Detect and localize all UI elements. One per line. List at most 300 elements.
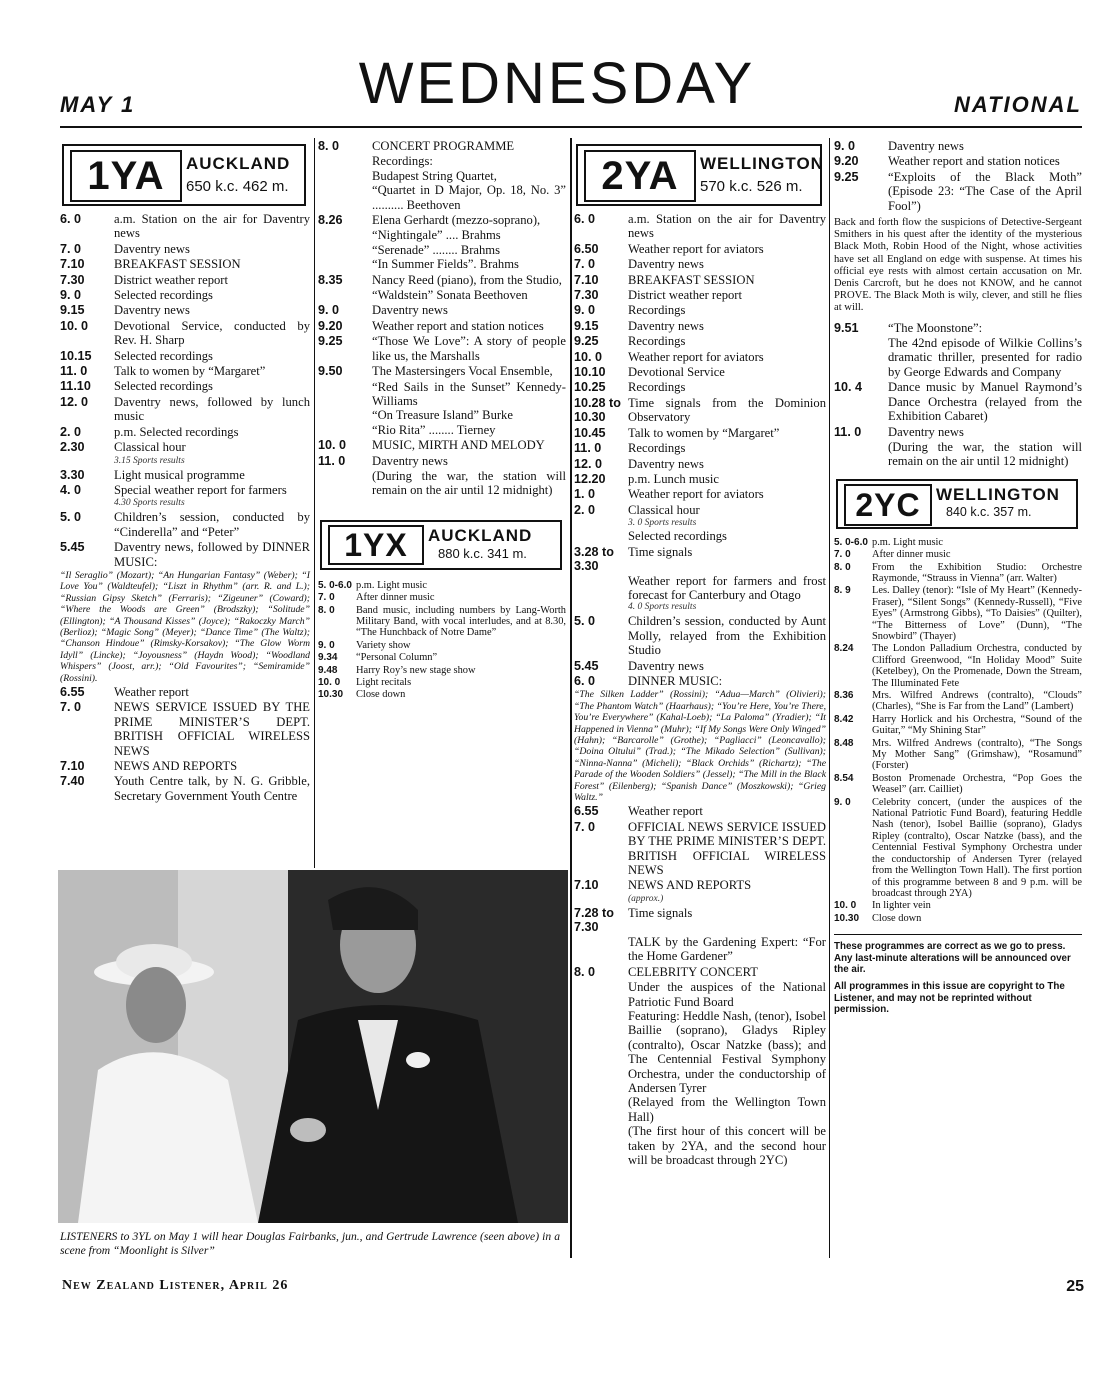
- programme-entry: [834, 900, 1082, 911]
- programme-note: 3. 0 Sports results: [628, 518, 697, 529]
- programme-title: Close down: [356, 689, 406, 701]
- programme-entry: [574, 457, 826, 471]
- programme-entry: [834, 170, 1082, 213]
- dinner-music-list-2ya: “The Silken Ladder” (Rossini); “Adua—March” (Olivieri); “The Phantom Watch” (Haarhaus); “You’re Here, You’re There, You’re Everywhere” (Kahal-Loeb); “La Paloma” (Yradier); “It Happened in Vienna” (Muhr); “If My Songs Were Only Winged” (Hahn); “Barcarolle” (Grothe); “Pagliacci” (Leoncavallo); “Doina Oltului” (Trad.); “The Mikado Selection” (Sullivan); “Ninna-Nanna” (Micheli); “Black Orchids” (Richartz); “The Parade of the Wooden Soldiers” (Jessel); “The Mill in the Black Forest” (Eilenberg); “Spanish Dance” (Moszkowski); “Grieg Waltz.”: [574, 689, 826, 804]
- programme-entry: [574, 614, 826, 657]
- programme-detail: “Serenade” ........ Brahms: [372, 242, 500, 257]
- programme-time: 12. 0: [574, 456, 603, 471]
- programme-time: 3.30: [60, 467, 85, 482]
- station-frequency: 840 k.c. 357 m.: [946, 504, 1032, 519]
- programme-time: 10.25: [574, 380, 606, 395]
- programme-title: p.m. Light music: [872, 536, 943, 548]
- programme-detail: “Waldstein” Sonata Beethoven: [372, 288, 528, 303]
- programme-time: 10.28 to 10.30: [574, 395, 621, 424]
- schedule-list-2ya-evening: [574, 804, 826, 1167]
- programme-time: 9. 0: [834, 139, 856, 153]
- programme-title: “Those We Love”: A story of people like us, the Marshalls: [372, 334, 566, 363]
- programme-detail: “In Summer Fields”. Brahms: [372, 257, 519, 272]
- programme-title: Mrs. Wilfred Andrews (contralto), “The Songs My Mother Sang” (Grimshaw), “Rosamund” (Forster): [872, 737, 1082, 772]
- programme-time: 9.48: [318, 664, 338, 676]
- programme-entry: [834, 139, 1082, 153]
- programme-title: District weather report: [628, 288, 742, 303]
- programme-time: 5. 0: [60, 510, 82, 525]
- programme-title: NEWS AND REPORTS: [114, 759, 238, 774]
- programme-entry: [318, 364, 566, 378]
- programme-entry: [318, 580, 566, 591]
- header-day: WEDNESDAY: [358, 51, 756, 116]
- programme-time: 8.24: [834, 643, 854, 655]
- station-city: AUCKLAND: [186, 154, 291, 173]
- programme-note: (approx.): [628, 893, 664, 904]
- programme-title: Time signals from the Dominion Observatory: [628, 395, 826, 425]
- programme-time: 8.26: [318, 213, 343, 228]
- programme-time: 10. 0: [318, 438, 347, 453]
- programme-time: 10. 0: [60, 318, 89, 333]
- programme-time: 7.30: [60, 272, 85, 287]
- programme-time: 8.42: [834, 713, 854, 725]
- programme-entry: [574, 674, 826, 688]
- station-city: WELLINGTON: [936, 484, 1060, 504]
- programme-entry: [60, 540, 310, 569]
- programme-time: 9.51: [834, 320, 859, 335]
- programme-entry: [574, 820, 826, 878]
- programme-entry: [834, 585, 1082, 642]
- programme-time: 9.20: [318, 318, 343, 333]
- programme-entry: [834, 380, 1082, 423]
- programme-title: MUSIC, MIRTH AND MELODY: [372, 438, 545, 453]
- programme-time: 5. 0-6.0: [318, 579, 352, 591]
- programme-time: 9. 0: [60, 288, 82, 303]
- programme-entry: [834, 537, 1082, 548]
- programme-time: 8. 0: [834, 561, 851, 573]
- column-2ya: [574, 138, 826, 1167]
- programme-time: 8. 0: [318, 139, 340, 153]
- programme-title: a.m. Station on the air for Daventry news: [114, 212, 310, 241]
- programme-entry: [60, 288, 310, 302]
- programme-time: 9.15: [574, 318, 599, 333]
- programme-entry: [574, 350, 826, 364]
- programme-note: 4.30 Sports results: [114, 498, 185, 509]
- programme-detail: The 42nd episode of Wilkie Collins’s dramatic thriller, presented for radio by George Edwards and Company: [888, 336, 1082, 379]
- programme-entry: [574, 212, 826, 241]
- programme-time: 10. 0: [318, 677, 341, 688]
- programme-entry: [574, 906, 826, 934]
- programme-entry: [318, 605, 566, 639]
- footer-publication: New Zealand Listener, April 26: [62, 1278, 289, 1293]
- programme-entry: [574, 426, 826, 440]
- programme-title: Recordings: [628, 334, 686, 349]
- programme-title: Weather report for aviators: [628, 241, 764, 256]
- programme-detail: Budapest String Quartet,: [372, 168, 497, 183]
- programme-entry: [574, 472, 826, 486]
- programme-time: 11. 0: [60, 364, 88, 379]
- programme-entry: [318, 334, 566, 363]
- programme-time: 8.35: [318, 272, 343, 287]
- programme-entry: [318, 689, 566, 700]
- programme-time: 8. 0: [574, 964, 596, 979]
- programme-time: 5.45: [574, 658, 599, 673]
- programme-title: NEWS AND REPORTS: [628, 878, 752, 893]
- programme-entry: [574, 242, 826, 256]
- programme-time: 8. 9: [834, 585, 851, 597]
- programme-entry: [60, 212, 310, 241]
- header-network: NATIONAL: [953, 92, 1082, 117]
- programme-time: 10. 4: [834, 380, 863, 395]
- programme-time: 9. 0: [574, 303, 596, 318]
- programme-title: Les. Dalley (tenor): “Isle of My Heart” (Kennedy-Fraser), “Silent Songs” (Kennedy-Russell), “Five Eyes” (Armstrong Gibbs), “To Daisies” (Quilter), “The Bitterness of Love” (Dunn), “The Snowbird” (Thayer): [872, 585, 1082, 642]
- programme-title: CONCERT PROGRAMME: [372, 139, 515, 153]
- programme-title: Weather report: [628, 804, 703, 819]
- programme-title: Daventry news: [628, 658, 704, 673]
- programme-time: 10. 0: [574, 349, 603, 364]
- programme-title: p.m. Selected recordings: [114, 424, 239, 439]
- programme-title: Weather report and station notices: [888, 154, 1060, 169]
- programme-title: Selected recordings: [114, 379, 213, 394]
- programme-time: 9.20: [834, 154, 859, 169]
- programme-title: Light musical programme: [114, 467, 245, 482]
- schedule-list-2ya-late: [834, 139, 1082, 213]
- programme-detail: (During the war, the station will remain on the air until 12 midnight): [888, 439, 1082, 469]
- programme-title: Weather report for aviators: [628, 349, 764, 364]
- programme-detail: (The first hour of this concert will be taken by 2YA, and the second hour will be broadcast through 2YC): [628, 1124, 826, 1167]
- programme-entry: [60, 242, 310, 256]
- programme-detail: (During the war, the station will remain on the air until 12 midnight): [372, 468, 566, 498]
- programme-entry: [60, 303, 310, 317]
- programme-time: 7. 0: [574, 257, 596, 272]
- programme-title: After dinner music: [356, 592, 435, 604]
- programme-time: 10.15: [60, 348, 92, 363]
- programme-time: 6. 0: [574, 673, 596, 688]
- programme-time: 10.30: [834, 912, 860, 924]
- programme-title: Harry Horlick and his Orchestra, “Sound of the Guitar,” “My Shining Star”: [872, 713, 1082, 737]
- programme-time: 8. 0: [318, 604, 335, 616]
- programme-time: 11. 0: [318, 453, 346, 468]
- header-date: MAY 1: [60, 92, 136, 117]
- programme-time: 6.55: [60, 685, 85, 699]
- programme-title: Daventry news: [114, 241, 190, 256]
- programme-title: “Personal Column”: [356, 652, 438, 664]
- schedule-list-1yx: [318, 580, 566, 701]
- programme-entry: [834, 321, 1082, 335]
- station-box-1ya: [62, 144, 306, 206]
- programme-title: NEWS SERVICE ISSUED BY THE PRIME MINISTER’S DEPT. BRITISH OFFICIAL WIRELESS NEWS: [114, 700, 310, 758]
- station-box-2ya: [576, 144, 822, 206]
- programme-entry: [574, 441, 826, 455]
- programme-entry: [318, 139, 566, 153]
- programme-time: 7.10: [60, 759, 85, 774]
- programme-entry: [60, 483, 310, 497]
- programme-time: 12. 0: [60, 394, 89, 409]
- programme-title: Celebrity concert, (under the auspices of the National Patriotic Fund Board), featuring Heddle Nash (tenor), Isobel Baillie (soprano), Gladys Ripley (contralto), Oscar Natzke (bass), and the Centennial Festival Symphony Orchestra under the conductorship of Andersen Tyrer (relayed from the Wellington Town Hall). The first portion of this programme between 8 and 9 p.m. will be broadcast through 2YA): [872, 796, 1082, 899]
- programme-time: 7.10: [60, 257, 85, 272]
- programme-entry: [60, 364, 310, 378]
- programme-entry: [834, 690, 1082, 713]
- notes-rule: [834, 934, 1082, 935]
- programme-detail: Featuring: Heddle Nash, (tenor), Isobel Baillie (soprano), Gladys Ripley (contralto), Oscar Natzke (bass); and The Centennial Festival Symphony Orchestra, under the conductorship of Andersen Tyrer: [628, 1008, 826, 1095]
- programme-title: Weather report for aviators: [628, 487, 764, 502]
- programme-time: 7.10: [574, 272, 599, 287]
- station-call-sign: 1YX: [328, 525, 424, 565]
- programme-time: 9. 0: [834, 796, 851, 808]
- programme-title: Nancy Reed (piano), from the Studio,: [372, 272, 562, 287]
- station-call-sign: 2YC: [844, 484, 932, 526]
- programme-title: Boston Promenade Orchestra, “Pop Goes the Weasel” (arr. Cailliet): [872, 772, 1082, 796]
- programme-title: Daventry news, followed by lunch music: [114, 394, 310, 424]
- programme-title: Band music, including numbers by Lang-Worth Military Band, with vocal interludes, and at 8.30, “The Hunchback of Notre Dame”: [356, 604, 566, 639]
- programme-title: BREAKFAST SESSION: [114, 257, 241, 272]
- programme-title: Devotional Service, conducted by Rev. H. Sharp: [114, 318, 310, 348]
- programme-time: 7. 0: [318, 592, 335, 604]
- programme-entry: [574, 365, 826, 379]
- programme-time: 8.36: [834, 690, 854, 701]
- programme-entry: [834, 714, 1082, 737]
- photo-illustration: [58, 870, 568, 1223]
- station-call-sign: 2YA: [584, 150, 696, 202]
- programme-title: Devotional Service: [628, 365, 725, 380]
- programme-entry: [574, 303, 826, 317]
- programme-time: 9.15: [60, 303, 85, 318]
- photo-fairbanks-lawrence: [58, 870, 568, 1223]
- programme-title: OFFICIAL NEWS SERVICE ISSUED BY THE PRIME MINISTER’S DEPT. BRITISH OFFICIAL WIRELESS NEWS: [628, 819, 826, 878]
- station-frequency: 650 k.c. 462 m.: [186, 178, 289, 195]
- programme-title: BREAKFAST SESSION: [628, 272, 755, 287]
- programme-time: 2. 0: [574, 502, 596, 517]
- programme-entry: [60, 774, 310, 803]
- page-number: 25: [1066, 1278, 1084, 1295]
- programme-time: 10.30: [318, 689, 344, 701]
- programme-detail: (Relayed from the Wellington Town Hall): [628, 1095, 826, 1124]
- programme-time: 2. 0: [60, 424, 82, 439]
- programme-detail: TALK by the Gardening Expert: “For the Home Gardener”: [628, 934, 826, 964]
- programme-title: From the Exhibition Studio: Orchestre Raymonde, “Strauss in Vienna” (arr. Walter): [872, 561, 1082, 584]
- programme-entry: [834, 154, 1082, 168]
- programme-title: District weather report: [114, 272, 228, 287]
- col-divider-3: [829, 138, 830, 1258]
- programme-title: After dinner music: [872, 549, 951, 561]
- station-box-1yx: [320, 520, 562, 570]
- programme-note: 3.15 Sports results: [114, 455, 185, 466]
- programme-title: Selected recordings: [114, 348, 213, 363]
- programme-entry: [574, 288, 826, 302]
- programme-entry: [834, 797, 1082, 900]
- programme-entry: [834, 425, 1082, 439]
- programme-title: Close down: [872, 912, 922, 924]
- programme-detail: “On Treasure Island” Burke: [372, 408, 513, 423]
- programme-time: 5.45: [60, 540, 85, 555]
- programme-entry: [574, 380, 826, 394]
- programme-entry: [574, 319, 826, 333]
- programme-time: 9.25: [574, 334, 599, 349]
- col-divider-1: [314, 138, 315, 868]
- programme-title: Daventry news: [372, 453, 448, 468]
- programme-detail: “Red Sails in the Sunset” Kennedy-Williams: [372, 379, 566, 408]
- programme-entry: [60, 510, 310, 539]
- programme-time: 4. 0: [60, 482, 82, 497]
- programme-time: 9. 0: [318, 303, 340, 318]
- schedule-list-2ya-night: [834, 321, 1082, 469]
- programme-time: 7.10: [574, 878, 599, 893]
- column-2ya-continued: [834, 138, 1082, 1016]
- programme-time: 6.55: [574, 804, 599, 819]
- black-moth-synopsis: Back and forth flow the suspicions of Detective-Sergeant Smithers in his quest after the identity of the mysterious Black Moth, Robin Hood of the Night, whose activities have set all England on edge with suspense. At times his official eye rests with almost certain accusation on Mr. Denis Carcroft, but he does not KNOW, and he cannot PROVE. The Black Moth is wily, clever, and still he flies at will.: [834, 217, 1082, 314]
- programme-detail: Selected recordings: [628, 529, 727, 544]
- programme-title: Classical hour: [628, 502, 700, 517]
- programme-entry: [574, 804, 826, 818]
- programme-detail: “Nightingale” .... Brahms: [372, 228, 501, 243]
- programme-title: Daventry news: [888, 139, 964, 153]
- station-frequency: 880 k.c. 341 m.: [438, 545, 527, 561]
- programme-entry: [574, 878, 826, 892]
- station-city: AUCKLAND: [428, 525, 533, 545]
- programme-time: 10. 0: [834, 900, 857, 912]
- programme-entry: [574, 334, 826, 348]
- programme-title: Light recitals: [356, 677, 412, 688]
- programme-entry: [574, 396, 826, 425]
- programme-title: In lighter vein: [872, 900, 931, 912]
- programme-entry: [60, 759, 310, 773]
- schedule-list-1ya-evening: [60, 685, 310, 803]
- programme-entry: [834, 913, 1082, 924]
- programme-time: 11. 0: [574, 441, 602, 456]
- programme-entry: [574, 487, 826, 501]
- programme-title: Daventry news: [372, 303, 448, 318]
- programme-entry: [318, 665, 566, 676]
- programme-title: Time signals: [628, 544, 693, 559]
- programme-time: 1. 0: [574, 487, 596, 502]
- programme-time: 7. 0: [60, 241, 82, 256]
- column-1yа: [60, 138, 310, 804]
- programme-title: Daventry news: [628, 318, 704, 333]
- programme-time: 11.10: [60, 379, 91, 394]
- programme-time: 7. 0: [574, 819, 596, 834]
- programme-entry: [318, 319, 566, 333]
- programme-entry: [574, 545, 826, 573]
- programme-title: Daventry news: [888, 424, 964, 439]
- programme-note: 4. 0 Sports results: [628, 602, 697, 613]
- programme-title: The London Palladium Orchestra, conducted by Clifford Greenwood, “In Holiday Mood” Suite (Ketelbey), On the Promenade, Down the Stream, The Illuminated Fete: [872, 643, 1082, 689]
- programme-detail: Recordings:: [372, 154, 433, 169]
- schedule-list-1ya-concert: [318, 139, 566, 498]
- programme-title: DINNER MUSIC:: [628, 673, 723, 688]
- programme-time: 10.45: [574, 425, 606, 440]
- schedule-list-1ya: [60, 212, 310, 569]
- programme-time: 9. 0: [318, 639, 335, 651]
- programme-entry: [318, 213, 566, 227]
- programme-entry: [60, 273, 310, 287]
- programme-title: Variety show: [356, 639, 411, 651]
- programme-title: Recordings: [628, 303, 686, 318]
- programme-entry: [60, 379, 310, 393]
- programme-time: 7.30: [574, 288, 599, 303]
- programme-title: CELEBRITY CONCERT: [628, 964, 758, 979]
- programme-entry: [574, 965, 826, 979]
- column-1ya-continued: [318, 138, 566, 702]
- programme-entry: [834, 549, 1082, 560]
- programme-title: Daventry news: [114, 303, 190, 318]
- programme-title: Special weather report for farmers: [114, 482, 287, 497]
- programme-title: Weather report and station notices: [372, 318, 544, 333]
- programme-entry: [574, 503, 826, 517]
- programme-entry: [60, 395, 310, 424]
- programme-entry: [60, 349, 310, 363]
- programme-entry: [834, 562, 1082, 585]
- dinner-music-list-1ya: “Il Seraglio” (Mozart); “An Hungarian Fantasy” (Weber); “I Love You” (Waldteufel); “Liszt in Rhythm” (arr. R. and L.); “Russian Gipsy Sketch” (Ferraris); “Zigeuner” (Coward); “Where the Woods are Green” (Brodszky); “Solitude” (Ellington); “A Thousand Kisses” (Joyce); “Rakoczky March” (Berlioz); “Magic Song” (Meyer); “Dance Time” (The Waltz); “Chanson Hindoue” (Rimsky-Korsakov); “The Glow Worm Idyll” (Lincke); “Joyousness” (Haydn Wood); “Woodland Whispers” (Joost, arr.); “Old Favourites”; “Semiramide” (Rossini).: [60, 569, 310, 684]
- programme-title: Elena Gerhardt (mezzo-soprano),: [372, 213, 541, 228]
- programme-entry: [834, 773, 1082, 796]
- programme-title: “Exploits of the Black Moth” (Episode 23: “The Case of the April Fool”): [888, 169, 1082, 213]
- programme-title: Classical hour: [114, 440, 186, 455]
- programme-time: 10.10: [574, 365, 606, 380]
- programme-time: 5. 0: [574, 614, 596, 629]
- programme-detail: Under the auspices of the National Patriotic Fund Board: [628, 980, 826, 1009]
- programme-entry: [318, 454, 566, 468]
- programme-entry: [60, 425, 310, 439]
- programme-entry: [60, 257, 310, 271]
- programme-detail: Weather report for farmers and frost forecast for Canterbury and Otago: [628, 573, 826, 602]
- programme-entry: [60, 468, 310, 482]
- programme-title: p.m. Light music: [356, 579, 427, 591]
- station-box-2yc: [836, 479, 1078, 529]
- programme-time: 6. 0: [60, 212, 82, 226]
- programme-title: a.m. Station on the air for Daventry news: [628, 212, 826, 241]
- programme-time: 8.48: [834, 737, 854, 749]
- programme-title: Dance music by Manuel Raymond’s Dance Orchestra (relayed from the Exhibition Cabaret): [888, 380, 1082, 424]
- programme-time: 9.25: [318, 334, 343, 349]
- programme-time: 9.50: [318, 364, 343, 379]
- programme-entry: [318, 652, 566, 663]
- programme-note: These programmes are correct as we go to press. Any last-minute alterations will be announced over the air.: [834, 941, 1071, 975]
- programme-title: Harry Roy’s new stage show: [356, 664, 476, 676]
- programme-entry: [318, 677, 566, 688]
- programme-time: 2.30: [60, 440, 85, 455]
- copyright-note: All programmes in this issue are copyright to The Listener, and may not be reprinted without permission.: [834, 981, 1065, 1016]
- programme-time: 11. 0: [834, 424, 862, 439]
- programme-entry: [60, 685, 310, 699]
- programme-time: 7.28 to 7.30: [574, 905, 614, 934]
- programme-title: Mrs. Wilfred Andrews (contralto), “Clouds” (Charles), “She is Far from the Land” (Lambert): [872, 690, 1082, 713]
- programme-detail: “Rio Rita” ........ Tierney: [372, 422, 496, 437]
- programme-title: Weather report: [114, 685, 189, 699]
- programme-title: Daventry news: [628, 456, 704, 471]
- programme-time: 7.40: [60, 774, 85, 789]
- programme-time: 12.20: [574, 471, 606, 486]
- programme-entry: [574, 257, 826, 271]
- programme-entry: [60, 440, 310, 454]
- programme-title: Talk to women by “Margaret”: [628, 425, 780, 440]
- programme-title: Daventry news: [628, 257, 704, 272]
- programme-entry: [318, 592, 566, 603]
- programme-title: Daventry news, followed by DINNER MUSIC:: [114, 540, 310, 569]
- programme-title: Children’s session, conducted by “Cinderella” and “Peter”: [114, 510, 310, 539]
- programme-detail: “Quartet in D Major, Op. 18, No. 3” .......... Beethoven: [372, 183, 566, 212]
- station-city: WELLINGTON: [700, 154, 824, 173]
- programme-title: Recordings: [628, 441, 686, 456]
- programme-time: 3.28 to 3.30: [574, 544, 614, 573]
- programme-time: 9.25: [834, 169, 859, 184]
- programme-entry: [574, 659, 826, 673]
- programme-title: Youth Centre talk, by N. G. Gribble, Secretary Government Youth Centre: [114, 774, 310, 803]
- programme-entry: [318, 273, 566, 287]
- programme-title: “The Moonstone”:: [888, 320, 983, 335]
- schedule-list-2ya: [574, 212, 826, 688]
- programme-title: The Mastersingers Vocal Ensemble,: [372, 364, 553, 379]
- programme-entry: [60, 700, 310, 758]
- station-frequency: 570 k.c. 526 m.: [700, 178, 803, 195]
- programme-time: 6.50: [574, 241, 599, 256]
- programme-entry: [318, 303, 566, 317]
- programme-title: Recordings: [628, 380, 686, 395]
- programme-title: Selected recordings: [114, 288, 213, 303]
